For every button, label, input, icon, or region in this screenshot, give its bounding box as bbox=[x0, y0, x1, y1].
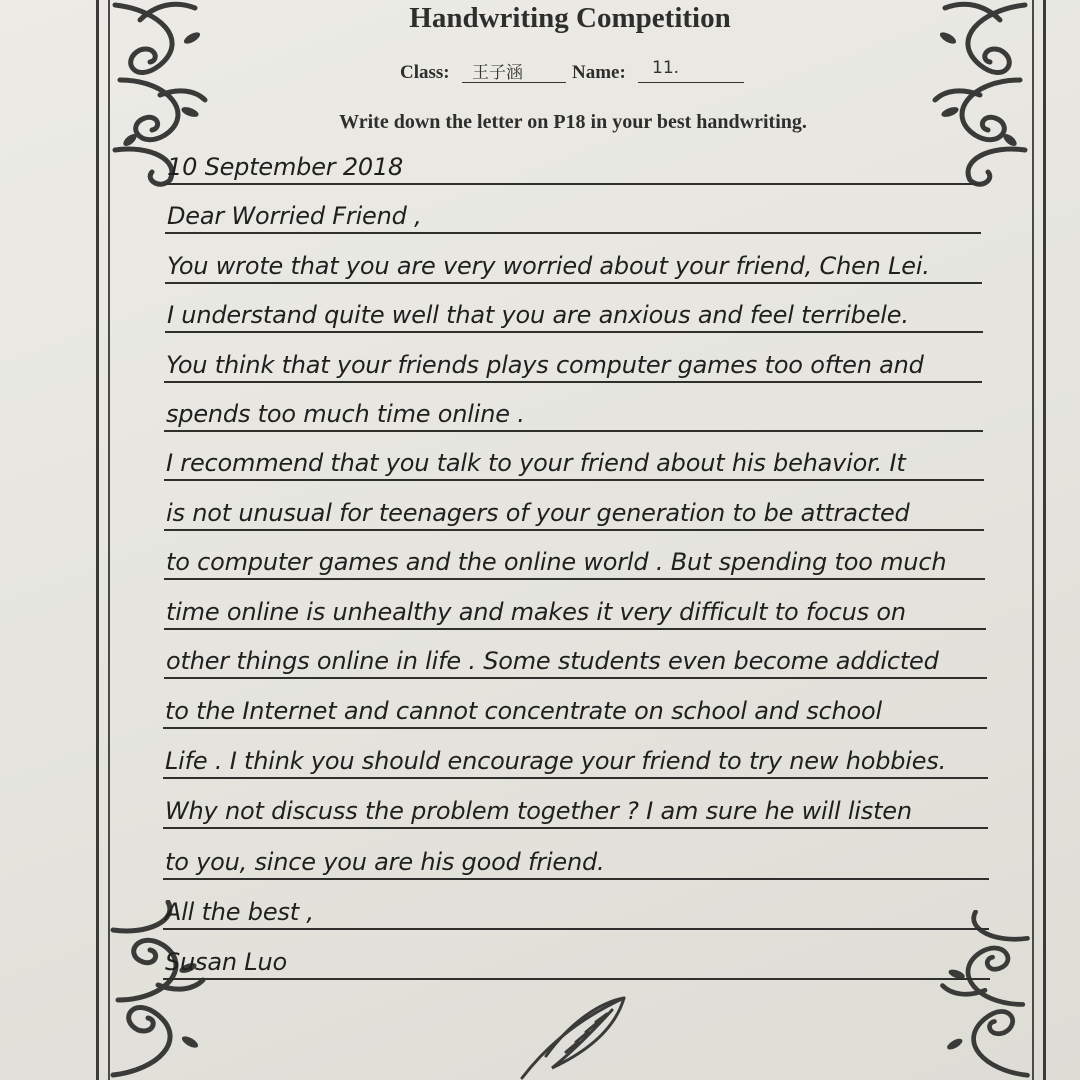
name-label: Name: bbox=[572, 62, 626, 83]
letter-line: spends too much time online . bbox=[164, 400, 983, 432]
letter-line: is not unusual for teenagers of your generation to be attracted bbox=[164, 499, 984, 531]
page-title: Handwriting Competition bbox=[409, 2, 731, 34]
feather-quill-icon bbox=[512, 992, 632, 1080]
instruction-text: Write down the letter on P18 in your best handwriting. bbox=[339, 111, 807, 133]
corner-swirl-icon bbox=[925, 910, 1045, 1080]
class-value: 王子涵 bbox=[472, 63, 523, 83]
letter-line: All the best , bbox=[163, 898, 989, 930]
letter-line: You wrote that you are very worried about your friend, Chen Lei. bbox=[165, 252, 982, 284]
letter-line: to you, since you are his good friend. bbox=[163, 848, 989, 880]
letter-line: Life . I think you should encourage your friend to try new hobbies. bbox=[163, 747, 988, 779]
letter-line: to the Internet and cannot concentrate on school and school bbox=[163, 697, 987, 729]
letter-line: I understand quite well that you are anxious and feel terribele. bbox=[165, 301, 983, 333]
name-value: 11. bbox=[652, 58, 680, 78]
letter-line: to computer games and the online world . But spending too much bbox=[164, 548, 985, 580]
letter-line: Susan Luo bbox=[163, 948, 990, 980]
letter-line: You think that your friends plays computer games too often and bbox=[164, 351, 982, 383]
letter-line: Dear Worried Friend , bbox=[165, 202, 981, 234]
letter-line: 10 September 2018 bbox=[165, 153, 980, 185]
letter-line: other things online in life . Some students even become addicted bbox=[164, 647, 987, 679]
class-label: Class: bbox=[400, 62, 450, 83]
class-name-row bbox=[400, 58, 760, 88]
letter-line: time online is unhealthy and makes it very difficult to focus on bbox=[164, 598, 986, 630]
letter-line: Why not discuss the problem together ? I am sure he will listen bbox=[163, 797, 988, 829]
letter-line: I recommend that you talk to your friend about his behavior. It bbox=[164, 449, 984, 481]
